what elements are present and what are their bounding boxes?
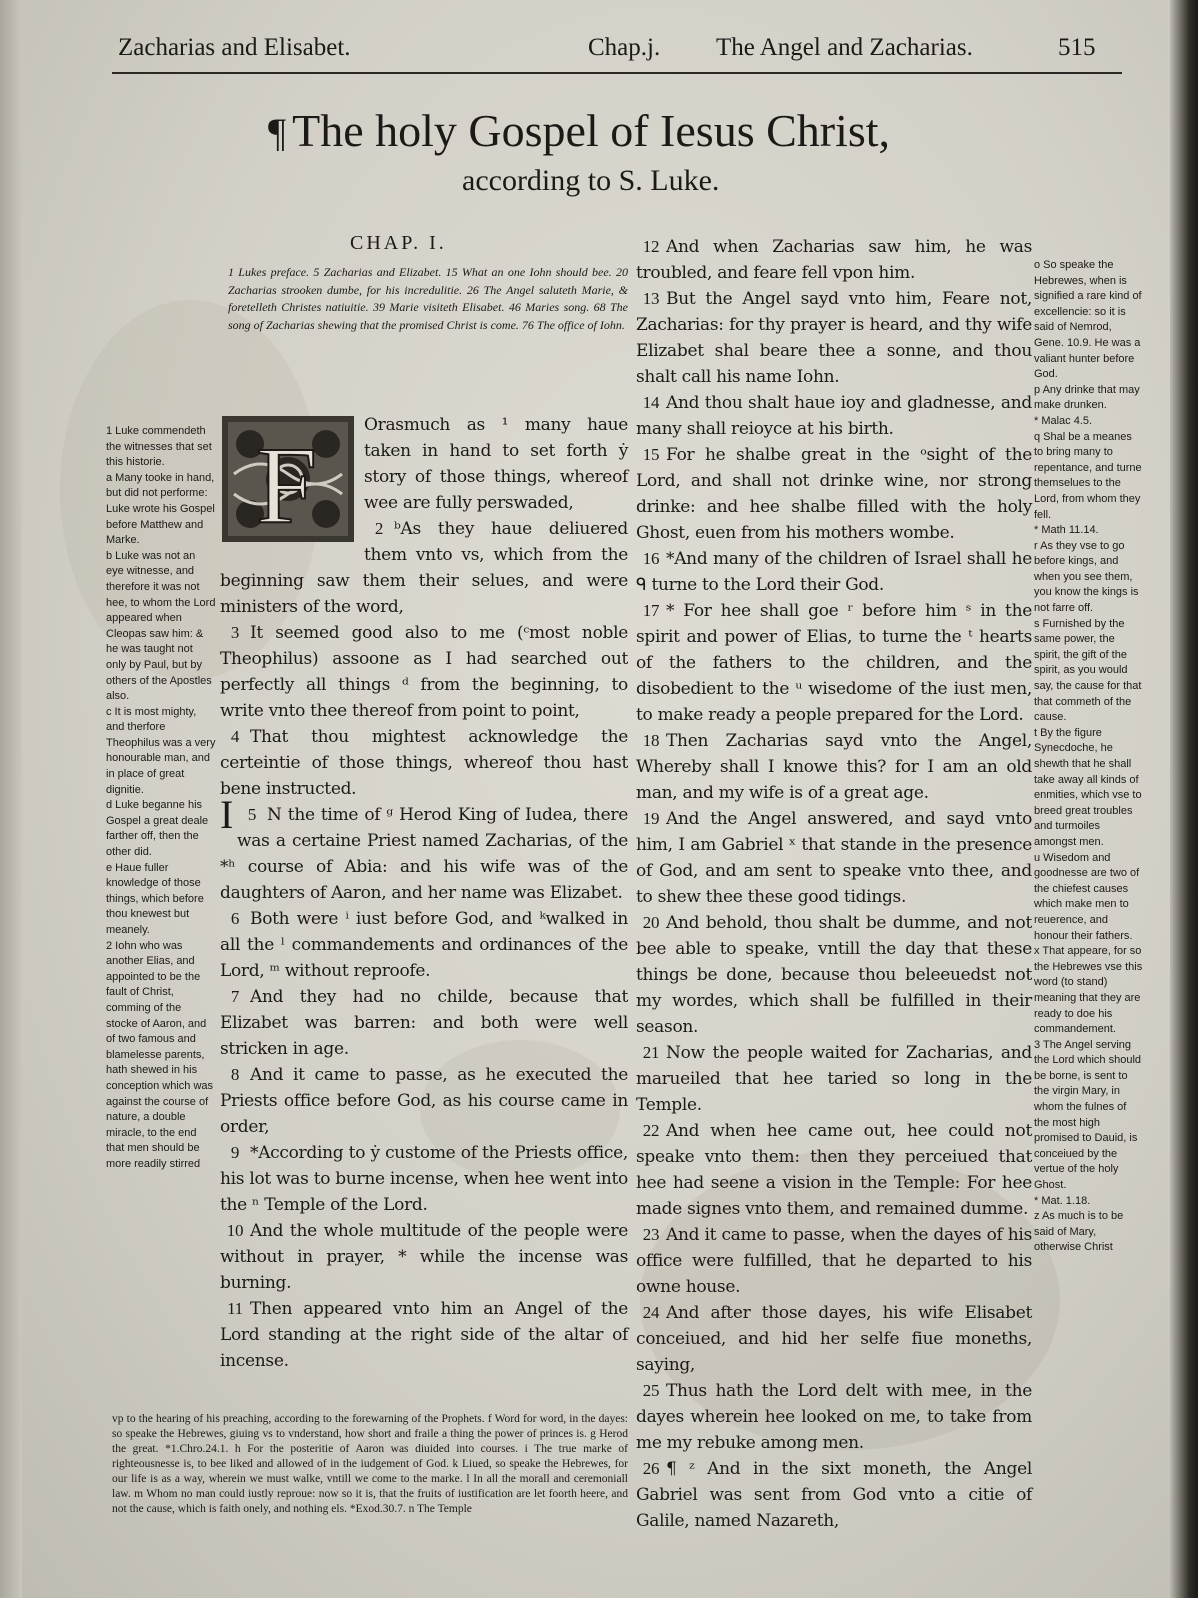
margin-note: x That appeare, for so the Hebrewes vse this word (to stand) meaning that they are ready to doe his commandement. [1034, 945, 1143, 1036]
verse-text: Now the people waited for Zacharias, and marueiled that hee taried so long in the Temple. [636, 1043, 1032, 1115]
verse-text: *According to ẏ custome of the Priests office, his lot was to burne incense, when hee went into the ⁿ Temple of the Lord. [220, 1143, 628, 1215]
verse-text: And when hee came out, hee could not speake vnto them: then they perceiued that hee had seene a vision in the Temple: For hee made signes vnto them, and remained dumme. [636, 1121, 1032, 1219]
verse-16 [636, 546, 1032, 598]
verse-10 [220, 1218, 628, 1296]
right-margin-notes [1034, 258, 1144, 1256]
page-subtitle: according to S. Luke. [462, 164, 720, 197]
header-right: The Angel and Zacharias. [716, 34, 973, 61]
page-title [268, 104, 1008, 157]
margin-note: t By the figure Synecdoche, he shewth that he shall take away all kinds of enmities, which vse to breed great troubles and turmoiles amongst men. [1034, 726, 1142, 848]
verse-text: Both were ⁱ iust before God, and ᵏwalked in all the ˡ commandements and ordinances of the Lord, ᵐ without reproofe. [220, 909, 628, 981]
verse-19 [636, 806, 1032, 910]
verse-text: Then appeared vnto him an Angel of the Lord standing at the right side of the altar of incense. [220, 1299, 628, 1371]
verse-9 [220, 1140, 628, 1218]
initial-i: I [220, 792, 234, 837]
verse-26 [636, 1456, 1032, 1534]
header-left: Zacharias and Elisabet. [118, 34, 351, 61]
verse-number: 7 [230, 987, 240, 1006]
verse-11 [220, 1296, 628, 1374]
verse-number: 21 [642, 1043, 660, 1062]
verse-25 [636, 1378, 1032, 1456]
verse-18 [636, 728, 1032, 806]
header-rule [112, 72, 1122, 74]
margin-note: a Many tooke in hand, but did not performe: Luke wrote his Gospel before Matthew and Marke. [106, 471, 215, 547]
margin-note: 1 Luke commendeth the witnesses that set this historie. [106, 425, 212, 469]
verse-text: And when Zacharias saw him, he was troubled, and feare fell vpon him. [636, 237, 1032, 283]
margin-note: 3 The Angel serving the Lord which should be borne, is sent to the virgin Mary, in whom the fulnes of the most high promised to Dauid, is conceiued by the vertue of the holy Ghost. [1034, 1038, 1142, 1192]
margin-note: o So speake the Hebrewes, when is signified a rare kind of excellencie: so it is said of Nemrod, Gene. 10.9. He was a valiant hunter before God. [1034, 259, 1142, 381]
verse-number: 20 [642, 913, 660, 932]
margin-note: * Malac 4.5. [1034, 414, 1093, 427]
verse-number: 18 [642, 731, 660, 750]
verse-4 [220, 724, 628, 802]
verse-text: And it came to passe, as he executed the Priests office before God, as his course came in order, [220, 1065, 628, 1137]
decorated-initial-f [220, 414, 356, 544]
left-margin-notes [106, 424, 216, 1173]
margin-note: s Furnished by the same power, the spirit, the gift of the spirit, as you would say, the cause for that that commeth of the cause. [1034, 617, 1142, 724]
verse-text: But the Angel sayd vnto him, Feare not, Zacharias: for thy prayer is heard, and thy wife Elizabet shal beare thee a sonne, and thou shalt call his name Iohn. [636, 289, 1032, 387]
header-chapter: Chap.j. [588, 34, 661, 61]
verse-text: N the time of ᵍ Herod King of Iudea, there was a certaine Priest named Zacharias, of the *ʰ course of Abia: and his wife was of the daughters of Aaron, and her name was Elizabet. [220, 805, 628, 903]
verse-number: 19 [642, 809, 660, 828]
verse-text: For he shalbe great in the ᵒsight of the Lord, and shall not drinke wine, nor strong drinke: and hee shalbe filled with the holy Ghost, euen from his mothers wombe. [636, 445, 1032, 543]
verse-12 [636, 234, 1032, 286]
footnotes: vp to the hearing of his preaching, according to the forewarning of the Prophets. f Word for word, in the dayes: so speake the Hebrewes, giuing vs to vnderstand, how short and fraile a thing the power of princes is. g Herod the great. *1.Chro.24.1. h For the posteritie of Aaron was diuided into courses. i The true marke of righteousnesse is, to bee liked and allowed of in the iudgement of God. k Liued, so speake the Hebrewes, for our life is as a way, wherein we must walke, vntill we come to the marke. l In all the morall and ceremoniall law. m Whom no man could iustly reproue: now so it is, that the fruits of iustification are let foorth heere, and not the cause, which is faith onely, and nothing els. *Exod.30.7. n The Temple [112, 1413, 628, 1515]
margin-note: z As much is to be said of Mary, otherwise Christ [1034, 1210, 1124, 1254]
margin-note: b Luke was not an eye witnesse, and therefore it was not hee, to whom the Lord appeared when Cleopas saw him: & he was taught not only by Paul, but by others of the Apostles also. [106, 549, 216, 703]
verse-number: 2 [374, 519, 384, 538]
margin-note: * Mat. 1.18. [1034, 1194, 1091, 1207]
verse-24 [636, 1300, 1032, 1378]
verse-3 [220, 620, 628, 724]
title-main: The holy Gospel of Iesus Christ, [292, 105, 891, 156]
verse-number: 22 [642, 1121, 660, 1140]
verse-number: 9 [230, 1143, 240, 1162]
verse-number: 26 [642, 1459, 660, 1478]
verse-text: ¶ ᶻ And in the sixt moneth, the Angel Gabriel was sent from God vnto a citie of Galile, named Nazareth, [636, 1459, 1032, 1531]
verse-text: And thou shalt haue ioy and gladnesse, and many shall reioyce at his birth. [636, 393, 1032, 439]
verse-number: 11 [227, 1299, 243, 1318]
verse-5 [220, 792, 628, 906]
verse-number: 16 [642, 549, 660, 568]
margin-note: d Luke beganne his Gospel a great deale farther off, then the other did. [106, 799, 209, 859]
verse-number: 6 [230, 909, 240, 928]
verse-22 [636, 1118, 1032, 1222]
verse-number: 8 [230, 1065, 240, 1084]
woodcut-initial-icon [220, 414, 356, 544]
margin-note: * Math 11.14. [1034, 524, 1099, 537]
left-text-column [220, 412, 628, 1374]
page-left-edge [0, 0, 22, 1598]
verse-text: And it came to passe, when the dayes of his office were fulfilled, that he departed to his owne house. [636, 1225, 1032, 1297]
verse-text: It seemed good also to me (ᶜmost noble Theophilus) assoone as I had searched out perfectly all things ᵈ from the beginning, to write vnto thee thereof from point to point, [220, 623, 628, 721]
pilcrow: ¶ [268, 110, 287, 155]
verse-number: 3 [230, 623, 240, 642]
verse-text: And after those dayes, his wife Elisabet conceiued, and hid her selfe fiue moneths, saying, [636, 1303, 1032, 1375]
verse-text: And the Angel answered, and sayd vnto him, I am Gabriel ˣ that stande in the presence of God, and am sent to speake vnto thee, and to shew thee these good tidings. [636, 809, 1032, 907]
chapter-summary: 1 Lukes preface. 5 Zacharias and Elizabet. 15 What an one Iohn should bee. 20 Zacharias strooken dumbe, for his incredulitie. 26 The Angel saluteth Marie, & foretelleth Christes natiuitie. 39 Marie visiteth Elisabet. 46 Maries song. 68 The song of Zacharias shewing that the promised Christ is come. 76 The office of Iohn. [228, 265, 628, 332]
margin-note: q Shal be a meanes to bring many to repentance, and turne themselues to the Lord, from whom they fell. [1034, 430, 1142, 521]
verse-6 [220, 906, 628, 984]
verse-20 [636, 910, 1032, 1040]
verse-text: ᵇAs they haue deliuered them vnto vs, which from the beginning saw them their selues, and were ministers of the word, [220, 519, 628, 617]
margin-note: e Haue fuller knowledge of those things, which before thou knewest but meanely. [106, 861, 204, 936]
verse-number: 13 [642, 289, 660, 308]
svg-text:F: F [256, 424, 317, 544]
margin-note: c It is most mighty, and therfore Theophilus was a very honourable man, and in place of great dignitie. [106, 705, 216, 796]
margin-note: u Wisedom and goodnesse are two of the chiefest causes which make men to reuerence, and honour their fathers. [1034, 851, 1140, 942]
verse-number: 10 [226, 1221, 244, 1240]
verse-number: 15 [642, 445, 660, 464]
verse-text: And they had no childe, because that Elizabet was barren: and both were well stricken in age. [220, 987, 628, 1059]
verse-14 [636, 390, 1032, 442]
verse-number: 14 [642, 393, 660, 412]
verse-text: And the whole multitude of the people were without in prayer, * while the incense was burning. [220, 1221, 628, 1293]
verse-1: Orasmuch as ¹ many haue taken in hand to set forth ẏ story of those things, whereof wee are fully perswaded, [364, 415, 628, 513]
verse-7 [220, 984, 628, 1062]
verse-21 [636, 1040, 1032, 1118]
verse-number: 5 [247, 805, 257, 824]
right-text-column [636, 234, 1032, 1534]
margin-note: 2 Iohn who was another Elias, and appointed to be the fault of Christ, comming of the stocke of Aaron, and of two famous and blamelesse parents, hath shewed in his conception which was against the course of nature, a double miracle, to the end that men should be more readily stirred [106, 939, 214, 1170]
verse-8 [220, 1062, 628, 1140]
verse-number: 12 [642, 237, 660, 256]
page-right-edge [1170, 0, 1198, 1598]
verse-17 [636, 598, 1032, 728]
verse-number: 23 [642, 1225, 660, 1244]
verse-text: That thou mightest acknowledge the certeintie of those things, whereof thou hast bene instructed. [220, 727, 628, 799]
margin-note: r As they vse to go before kings, and when you see them, you know the kings is not farre off. [1034, 539, 1139, 615]
verse-23 [636, 1222, 1032, 1300]
verse-number: 25 [642, 1381, 660, 1400]
verse-number: 24 [642, 1303, 660, 1322]
page-number: 515 [1058, 34, 1096, 61]
verse-number: 4 [230, 727, 240, 746]
verse-15 [636, 442, 1032, 546]
verse-text: Thus hath the Lord delt with mee, in the dayes wherein hee looked on me, to take from me my rebuke among men. [636, 1381, 1032, 1453]
verse-text: * For hee shall goe ʳ before him ˢ in the spirit and power of Elias, to turne the ᵗ hearts of the fathers to the children, and the disobedient to the ᵘ wisedome of the iust men, to make ready a people prepared for the Lord. [636, 601, 1032, 725]
running-header [118, 28, 1128, 72]
margin-note: p Any drinke that may make drunken. [1034, 383, 1140, 412]
verse-13 [636, 286, 1032, 390]
chapter-heading: CHAP. I. [350, 232, 447, 254]
verse-text: *And many of the children of Israel shall he ᑫ turne to the Lord their God. [636, 549, 1032, 595]
verse-number: 17 [642, 601, 660, 620]
verse-text: Then Zacharias sayd vnto the Angel, Whereby shall I knowe this? for I am an old man, and my wife is of a great age. [636, 731, 1032, 803]
verse-text: And behold, thou shalt be dumme, and not bee able to speake, vntill the day that these things be done, because thou beleeuedst not my wordes, which shall be fulfilled in their season. [636, 913, 1032, 1037]
